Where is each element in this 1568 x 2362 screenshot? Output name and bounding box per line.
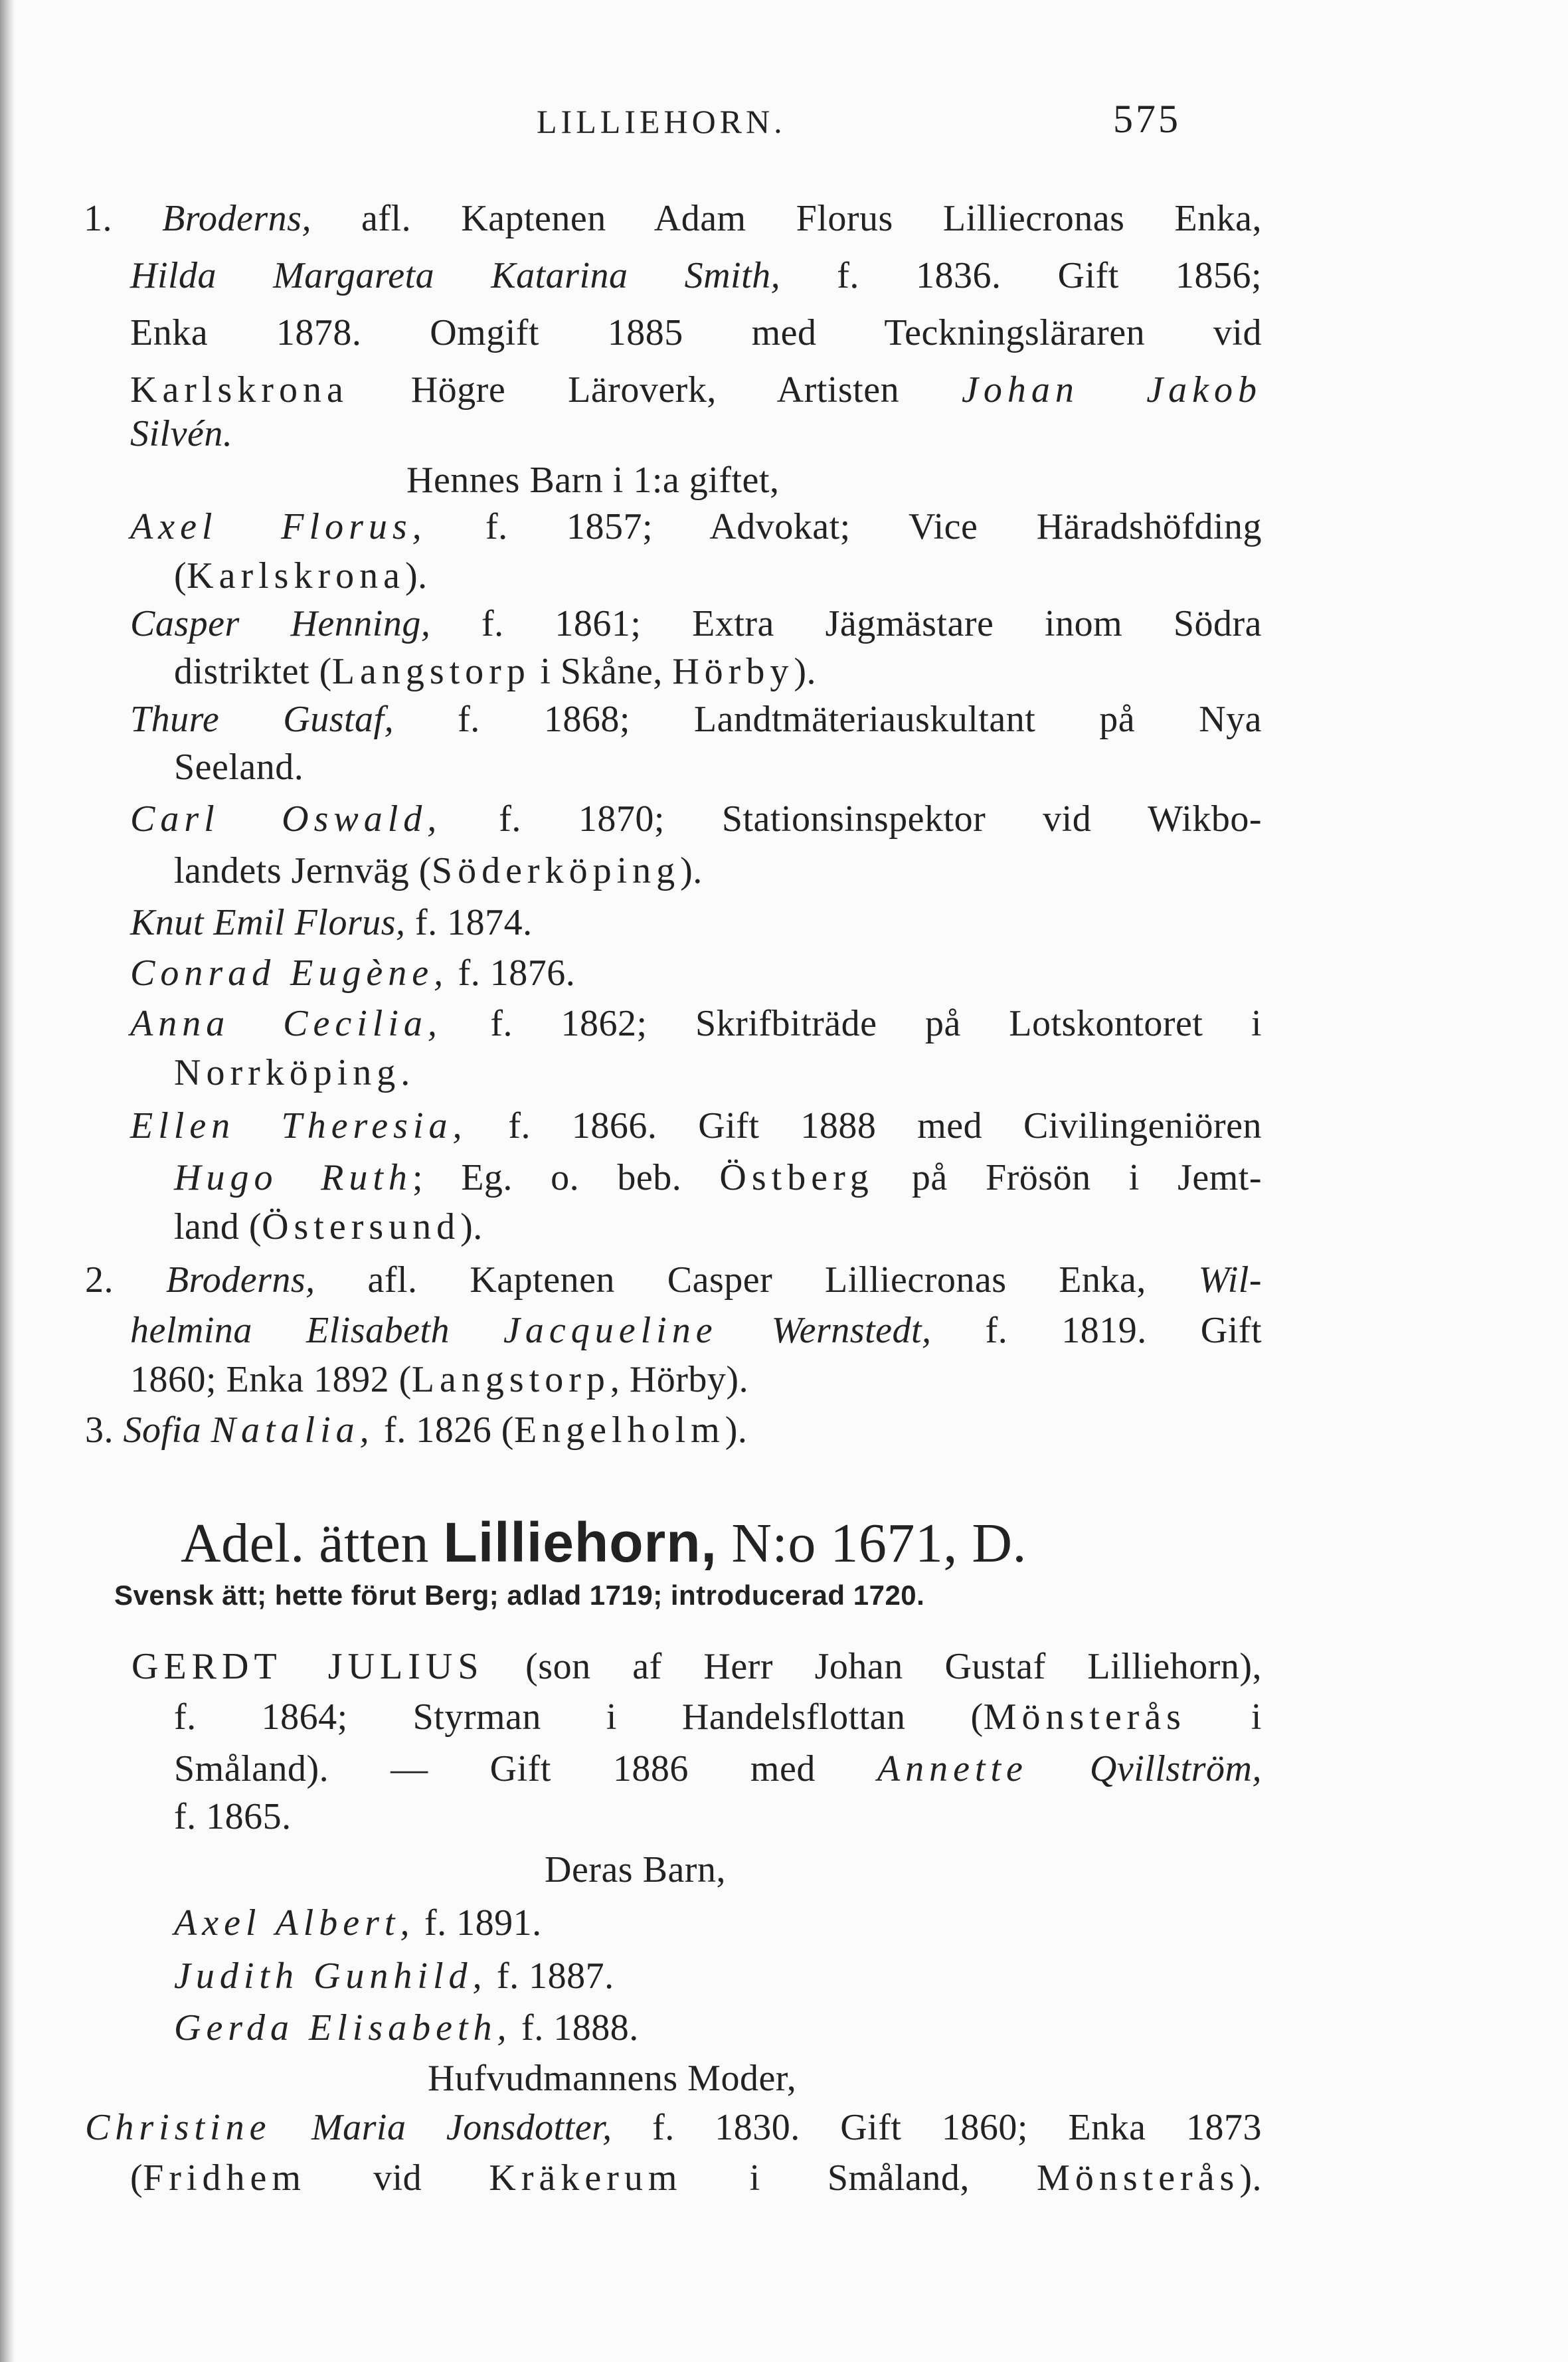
person-name: Anna Cecilia, xyxy=(130,1003,442,1044)
entry-1-line-1 xyxy=(84,197,1262,240)
entry-2-line-1 xyxy=(85,1258,1262,1302)
entry-text: (son af Herr Johan Gustaf xyxy=(483,1646,1088,1687)
person-name: Axel Florus, xyxy=(130,506,427,547)
child-line xyxy=(174,1901,542,1945)
place-name: Engelholm xyxy=(513,1409,725,1451)
person-name: Axel Albert, xyxy=(174,1902,415,1944)
entry-1-line-5 xyxy=(130,412,232,456)
person-name: Silvén. xyxy=(130,413,233,454)
person-name: Jacqueline xyxy=(503,1310,718,1351)
entry-text: 1860; Enka 1892 ( xyxy=(130,1359,412,1400)
person-name: Carl Oswald, xyxy=(130,798,442,840)
page-number: 575 xyxy=(1113,97,1181,141)
place-name: Hörby xyxy=(672,651,794,692)
entry-1-line-4 xyxy=(130,368,1262,412)
child-line: (Karlskrona). xyxy=(174,555,428,596)
child-line: land (Östersund). xyxy=(174,1206,483,1247)
place-name: Fridhem xyxy=(143,2157,306,2199)
gerdt-line-4: f. 1865. xyxy=(174,1796,292,1837)
person-name: helmina Elisabeth xyxy=(130,1310,504,1351)
mother-line-1 xyxy=(85,2106,1262,2149)
entry-text: f. 1870; Stationsinspektor vid Wikbo- xyxy=(442,798,1262,840)
place-name: Mönsterås xyxy=(1037,2157,1240,2199)
entry-2-line-2 xyxy=(130,1309,1262,1352)
place-name: Kräkerum xyxy=(489,2157,683,2199)
person-name: Annette xyxy=(877,1748,1028,1789)
person-name: Maria Jonsdotter, xyxy=(271,2107,612,2148)
entry-label: Broderns, xyxy=(162,198,311,239)
entry-number: 1. xyxy=(84,198,112,239)
person-name: Judith Gunhild, xyxy=(174,1955,487,1997)
entry-number: 3. xyxy=(85,1409,114,1451)
entry-text: f. 1861; Extra Jägmästare inom Södra xyxy=(430,603,1262,644)
place-name: Mönsterås xyxy=(983,1696,1186,1738)
entry-1-line-3 xyxy=(130,311,1262,355)
person-name: Qvillström, xyxy=(1027,1748,1262,1789)
child-line xyxy=(130,602,1262,646)
entry-text: afl. Kaptenen Casper Lilliecronas Enka, xyxy=(315,1259,1199,1301)
person-name: Gerda Elisabeth, xyxy=(174,2007,512,2048)
entry-text: f. 1891. xyxy=(414,1902,542,1944)
entry-text: f. 1862; Skrifbiträde på Lotskontoret i xyxy=(442,1003,1262,1044)
entry-text: f. 1888. xyxy=(511,2007,639,2048)
person-name: Natalia, xyxy=(211,1409,375,1451)
entry-text: f. 1874. xyxy=(405,902,533,943)
family-name: Lilliehorn, xyxy=(443,1511,717,1574)
entry-text: f. 1876. xyxy=(448,953,576,994)
mother-line-2: (Fridhem vid Kräkerum i Småland, Mönsterås). xyxy=(130,2157,1262,2199)
gerdt-line-3 xyxy=(174,1747,1262,1791)
person-name: Conrad Eugène, xyxy=(130,953,449,994)
place-name: Langstorp xyxy=(331,651,531,692)
gerdt-line-1: GERDT JULIUS (son af Herr Johan Gustaf Lilliehorn), xyxy=(131,1646,1262,1687)
person-name: Johan Jakob xyxy=(962,369,1262,410)
person-name: Hilda Margareta Katarina Smith, xyxy=(130,255,781,296)
child-line xyxy=(130,951,575,995)
place-name: Östersund xyxy=(262,1206,461,1247)
child-line xyxy=(174,2006,639,2050)
entry-text: f. 1857; Advokat; Vice Häradshöfding xyxy=(426,506,1263,547)
child-line: landets Jernväg (Söderköping). xyxy=(174,850,703,891)
child-line xyxy=(174,1954,614,1998)
child-line: distriktet (Langstorp i Skåne, Hörby). xyxy=(174,651,816,692)
child-line: Seeland. xyxy=(174,747,304,788)
entry-1-line-2 xyxy=(130,254,1262,298)
family-number: N:o 1671, D. xyxy=(717,1512,1027,1574)
child-line xyxy=(130,901,533,945)
person-name: Thure Gustaf, xyxy=(130,699,394,740)
children-heading: Deras Barn, xyxy=(545,1849,726,1890)
entry-text: f. 1866. Gift 1888 med Civilingeniören xyxy=(467,1105,1262,1146)
entry-text: f. 1868; Landtmäteriauskultant på Nya xyxy=(394,699,1262,740)
child-line: Norrköping. xyxy=(174,1052,410,1093)
place-name: Lilliehorn xyxy=(1087,1646,1240,1687)
family-subtitle: Svensk ätt; hette förut Berg; adlad 1719; introducerad 1720. xyxy=(114,1580,925,1611)
place-name: Langstorp xyxy=(411,1359,610,1400)
child-line xyxy=(130,1002,1262,1045)
person-name: GERDT JULIUS xyxy=(131,1646,484,1687)
child-line xyxy=(130,1104,1262,1148)
running-title: LILLIEHORN. xyxy=(537,103,786,140)
entry-text: f. 1887. xyxy=(487,1955,614,1997)
place-name: Norrköping xyxy=(174,1052,401,1093)
person-name: Ellen Theresia, xyxy=(130,1105,468,1146)
mother-heading: Hufvudmannens Moder, xyxy=(428,2058,797,2099)
place-name: Karlskrona xyxy=(130,369,349,410)
entry-text: f. 1819. Gift xyxy=(931,1310,1263,1351)
entry-text: ; Eg. o. beb. xyxy=(412,1157,720,1198)
entry-text: afl. Kaptenen Adam Florus Lilliecronas Enka, xyxy=(311,198,1263,239)
entry-text: f. 1864; Styrman i Handelsflottan ( xyxy=(174,1696,984,1738)
place-name: Östberg xyxy=(719,1157,874,1198)
gerdt-line-2: f. 1864; Styrman i Handelsflottan (Mönsterås i xyxy=(174,1696,1262,1738)
person-name: Wernstedt, xyxy=(717,1310,932,1351)
place-name: Karlskrona xyxy=(187,555,405,596)
entry-text: f. 1826 ( xyxy=(374,1409,514,1451)
family-heading: Adel. ätten Lilliehorn, N:o 1671, D. xyxy=(181,1511,1027,1574)
person-name: Hugo Ruth xyxy=(174,1157,412,1198)
entry-2-line-3: 1860; Enka 1892 (Langstorp, Hörby). xyxy=(130,1359,749,1400)
child-line xyxy=(130,505,1262,549)
child-line: Hugo Ruth; Eg. o. beb. Östberg på Frösön i Jemt- xyxy=(174,1157,1262,1198)
person-name: Casper Henning, xyxy=(130,603,431,644)
entry-text: f. 1836. Gift 1856; xyxy=(780,255,1263,296)
child-line xyxy=(130,697,1262,741)
entry-text: Enka 1878. Omgift 1885 med Teckningsläraren vid xyxy=(130,312,1262,353)
entry-number: 2. xyxy=(85,1259,114,1301)
entry-label: Broderns, xyxy=(165,1259,315,1301)
entry-text: f. 1830. Gift 1860; Enka 1873 xyxy=(612,2107,1262,2148)
person-name: Christine xyxy=(85,2107,272,2148)
children-heading: Hennes Barn i 1:a giftet, xyxy=(406,460,780,501)
place-name: Söderköping xyxy=(431,850,681,891)
entry-3-line-1: 3. Sofia Natalia, f. 1826 (Engelholm). xyxy=(85,1409,748,1451)
person-name: Knut Emil Florus, xyxy=(130,902,406,943)
entry-text: Högre Läroverk, Artisten xyxy=(348,369,962,410)
person-name: Sofia xyxy=(123,1409,211,1451)
child-line xyxy=(130,797,1262,841)
entry-text: Småland). — Gift 1886 med xyxy=(174,1748,877,1789)
person-name: Wil- xyxy=(1198,1259,1262,1301)
